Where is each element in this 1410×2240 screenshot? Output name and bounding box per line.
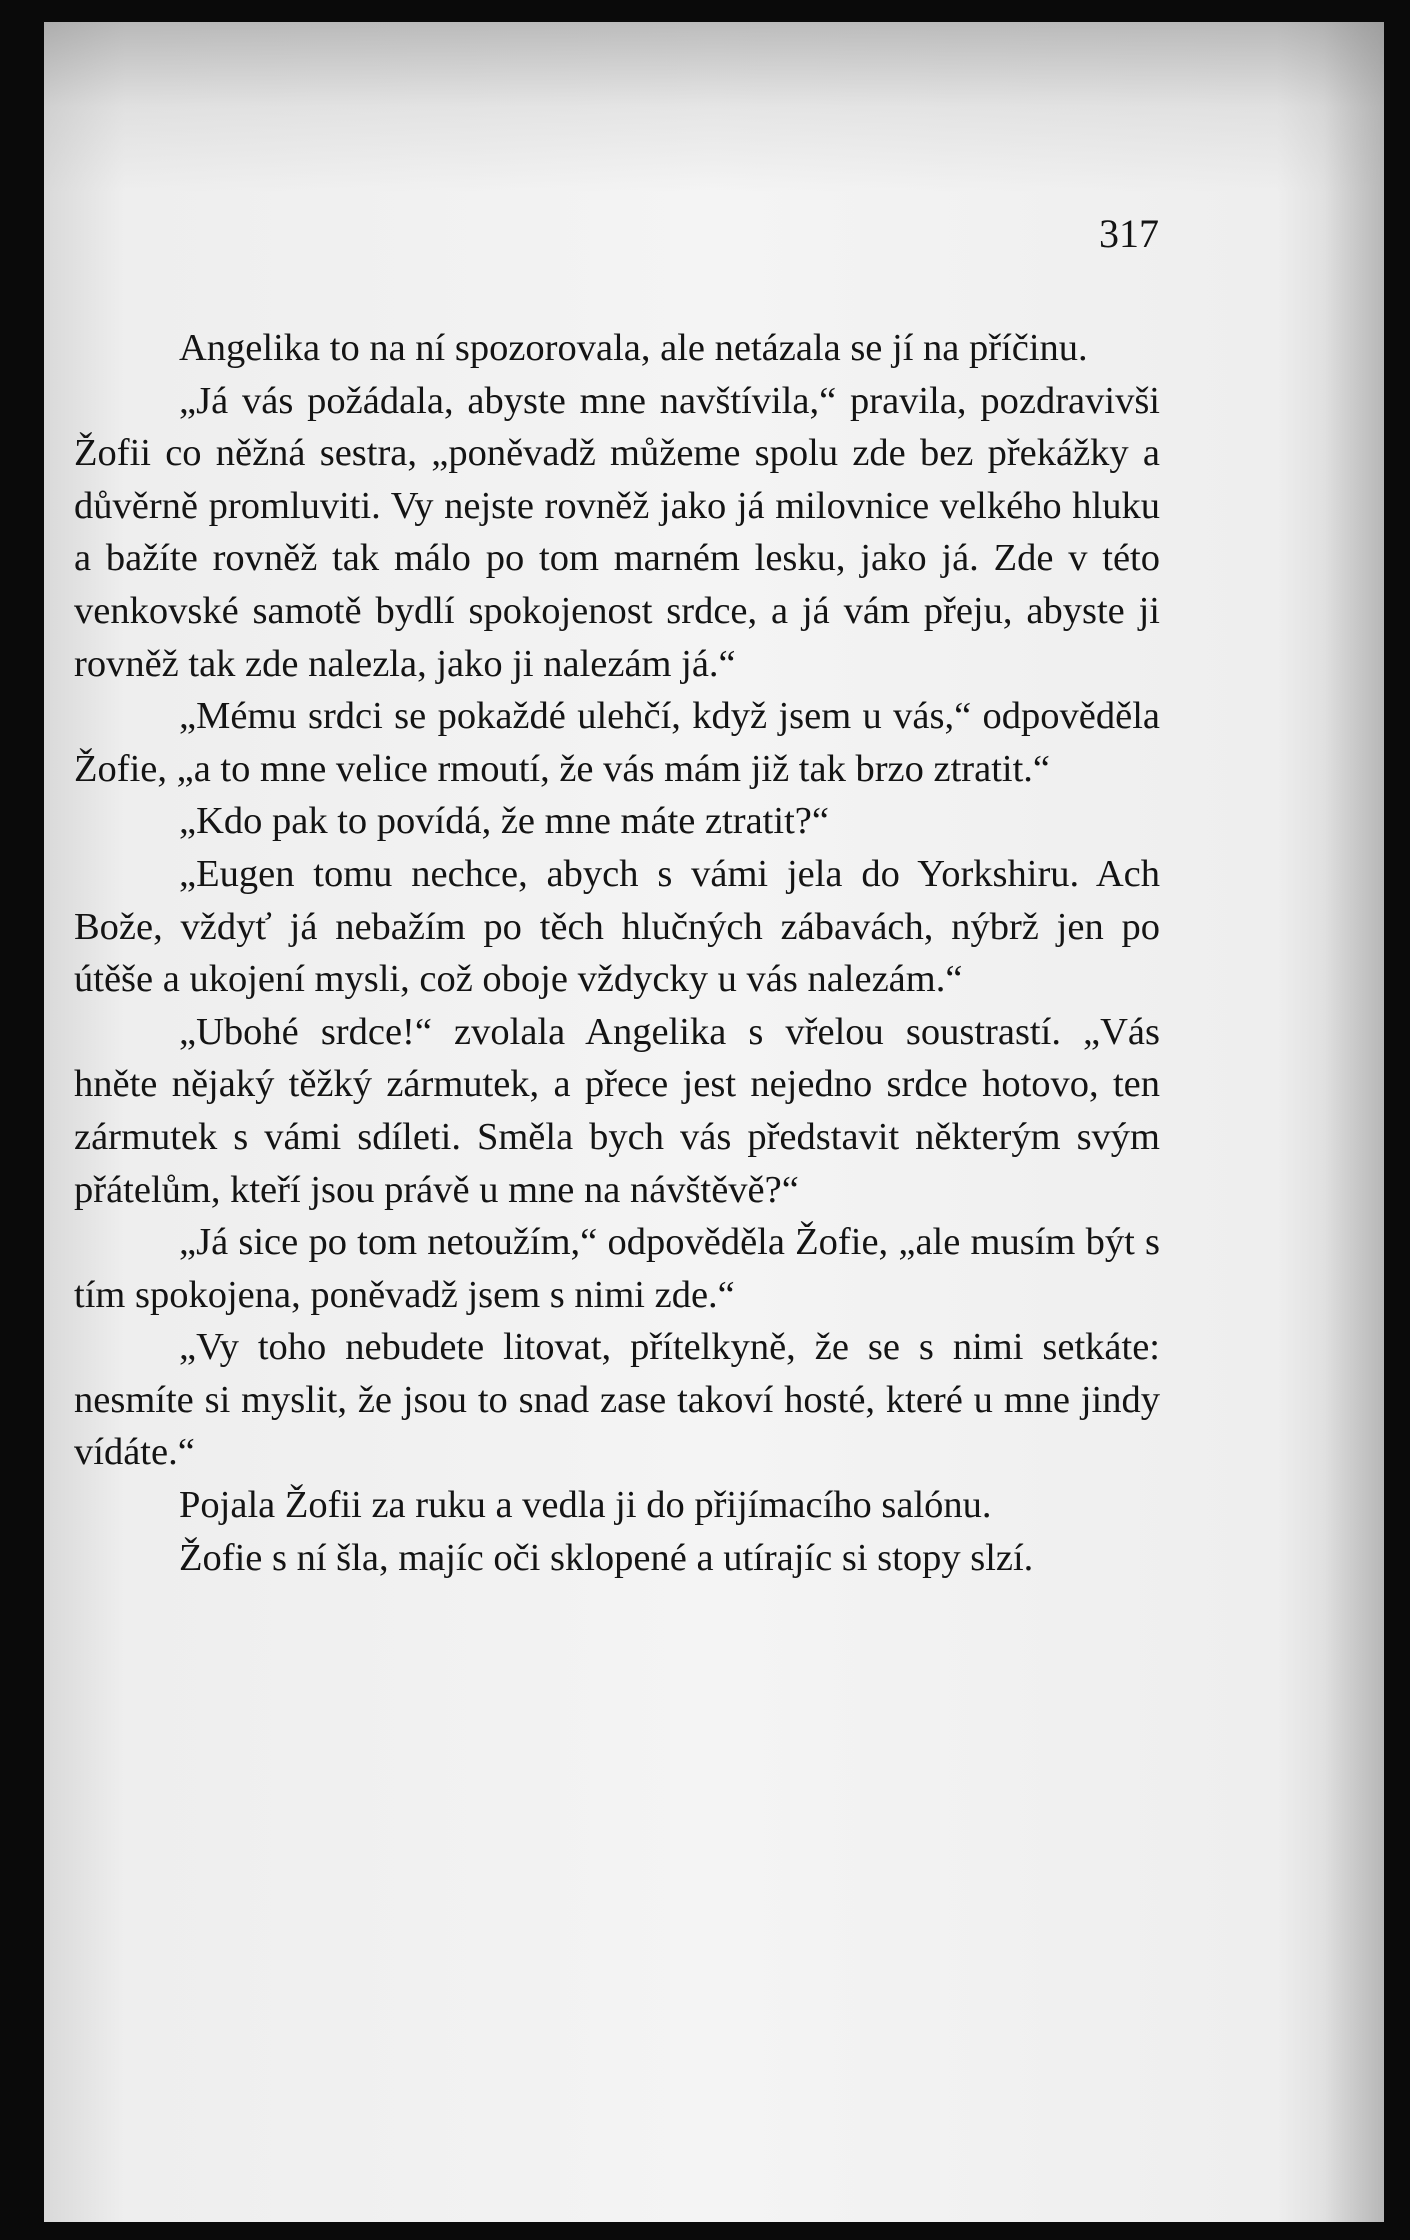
paragraph: „Mému srdci se pokaždé ulehčí, když jsem u vás,“ odpověděla Žofie, „a to mne velice rmoutí, že vás mám již tak brzo ztratit.“ bbox=[74, 695, 1160, 790]
page-number: 317 bbox=[1099, 211, 1159, 256]
paragraph: Žofie s ní šla, majíc oči sklopené a utírajíc si stopy slzí. bbox=[179, 1536, 1034, 1579]
paragraph: „Já sice po tom netoužím,“ odpověděla Žofie, „ale musím být s tím spokojena, poněvadž jsem s nimi zde.“ bbox=[74, 1221, 1160, 1316]
paragraph: „Já vás požádala, abyste mne navštívila,“ pravila, pozdravivši Žofii co něžná sestra, „poněvadž můžeme spolu zde bez překážky a důvěrně promluviti. Vy nejste rovněž jako já milovnice velkého hluku a bažíte rovněž tak málo po tom marném lesku, jako já. Zde v této venkovské samotě bydlí spokojenost srdce, a já vám přeju, abyste ji rovněž tak zde nalezla, jako ji nalezám já.“ bbox=[74, 379, 1160, 685]
paragraph: Angelika to na ní spozorovala, ale netázala se jí na příčinu. bbox=[179, 327, 1088, 369]
book-page bbox=[44, 22, 1384, 2222]
paragraph: „Ubohé srdce!“ zvolala Angelika s vřelou soustrastí. „Vás hněte nějaký těžký zármutek, a přece jest nejedno srdce hotovo, ten zármutek s vámi sdíleti. Směla bych vás představit některým svým přátelům, kteří jsou právě u mne na návštěvě?“ bbox=[74, 1010, 1160, 1211]
paragraph: Pojala Žofii za ruku a vedla ji do přijímacího salónu. bbox=[179, 1484, 992, 1527]
paragraph: „Kdo pak to povídá, že mne máte ztratit?“ bbox=[179, 800, 829, 843]
paragraph: „Eugen tomu nechce, abych s vámi jela do Yorkshiru. Ach Bože, vždyť já nebažím po těch hlučných zábavách, nýbrž jen po útěše a ukojení mysli, což oboje vždycky u vás nalezám.“ bbox=[74, 852, 1160, 1001]
paragraph: „Vy toho nebudete litovat, přítelkyně, že se s nimi setkáte: nesmíte si myslit, že jsou to snad zase takoví hosté, které u mne jindy vídáte.“ bbox=[74, 1326, 1160, 1474]
body-text bbox=[74, 322, 1160, 1584]
